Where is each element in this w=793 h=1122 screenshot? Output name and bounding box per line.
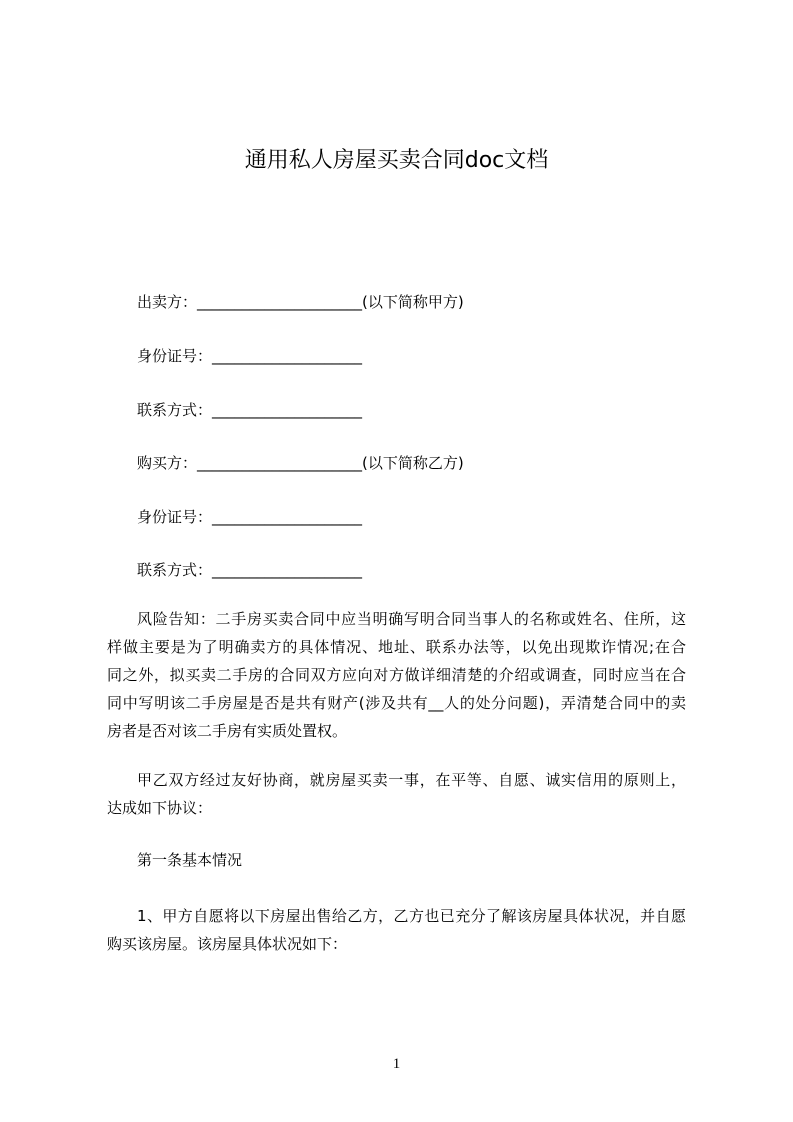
article-heading: 第一条基本情况	[137, 851, 243, 869]
text-line: 达成如下协议：	[107, 799, 213, 817]
text-line: 1、甲方自愿将以下房屋出售给乙方，乙方也已充分了解该房屋具体状况，并自愿	[137, 907, 686, 925]
text-line: 样做主要是为了明确卖方的具体情况、地址、联系办法等，以免出现欺诈情况;在合	[107, 638, 686, 656]
text-line: 风险告知：二手房买卖合同中应当明确写明合同当事人的名称或姓名、住所，这	[137, 610, 686, 628]
page-number: 1	[392, 1056, 401, 1072]
buyer-id-field: 身份证号：____________________	[137, 508, 363, 526]
document-title: 通用私人房屋买卖合同doc文档	[244, 148, 549, 173]
seller-field: 出卖方：______________________(以下简称甲方)	[137, 293, 464, 311]
seller-id-field: 身份证号：____________________	[137, 347, 363, 365]
buyer-field: 购买方：______________________(以下简称乙方)	[137, 454, 464, 472]
seller-contact-field: 联系方式：____________________	[137, 401, 363, 419]
buyer-contact-field: 联系方式：____________________	[137, 561, 363, 579]
text-line: 甲乙双方经过友好协商，就房屋买卖一事，在平等、自愿、诚实信用的原则上，	[137, 771, 686, 789]
text-line: 同中写明该二手房屋是否是共有财产(涉及共有__人的处分问题)，弄清楚合同中的卖	[107, 694, 686, 712]
text-line: 同之外，拟买卖二手房的合同双方应向对方做详细清楚的介绍或调查，同时应当在合	[107, 666, 686, 684]
text-line: 房者是否对该二手房有实质处置权。	[107, 722, 348, 740]
text-line: 购买该房屋。该房屋具体状况如下：	[107, 935, 348, 953]
